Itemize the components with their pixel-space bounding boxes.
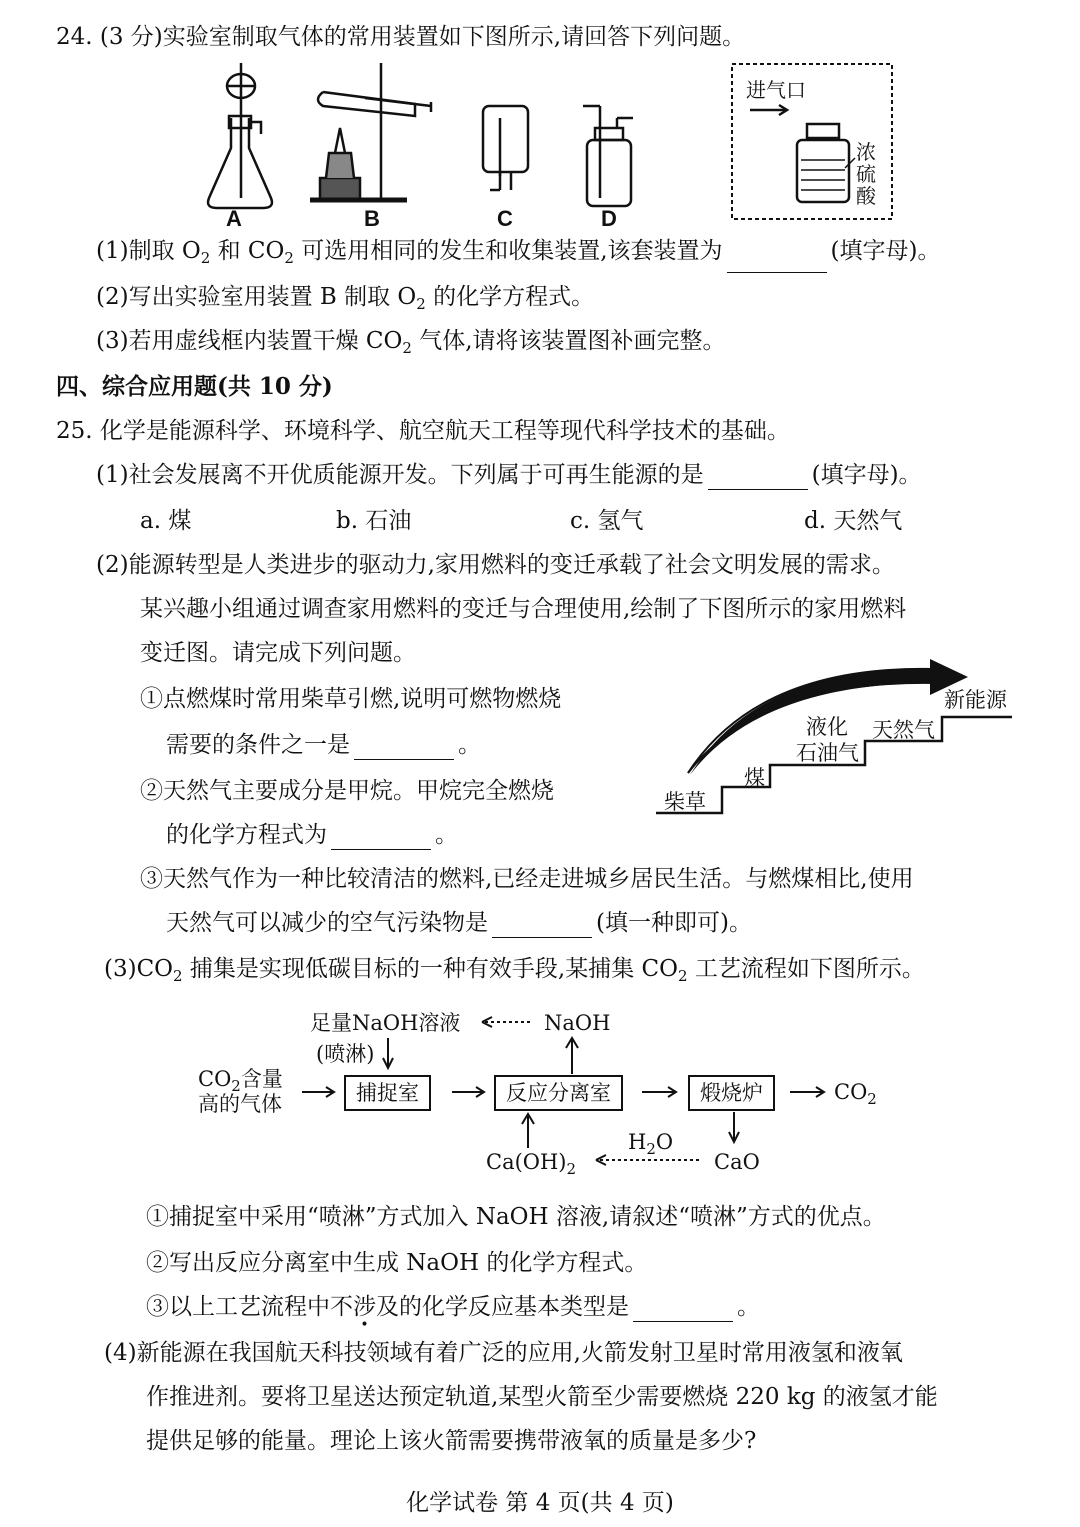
inlet-label: 进气口 xyxy=(746,78,806,102)
q25-stem: 25. 化学是能源科学、环境科学、航空航天工程等现代科学技术的基础。 xyxy=(56,418,790,444)
apparatus-b xyxy=(310,63,431,200)
q3-sub1: ①捕捉室中采用“喷淋”方式加入 NaOH 溶液,请叙述“喷淋”方式的优点。 xyxy=(146,1204,886,1230)
option-d: d. 天然气 xyxy=(804,508,903,534)
apparatus-a xyxy=(208,63,272,208)
flow-caoh2: $Ca(OH)_2$ xyxy=(486,1150,577,1178)
capture-chamber-box: 捕捉室 xyxy=(344,1075,431,1111)
label-c: C xyxy=(497,206,513,231)
answer-blank[interactable] xyxy=(354,737,454,760)
q24-part2: (2)写出实验室用装置 B 制取 $O_2$ 的化学方程式。 xyxy=(96,284,595,313)
flow-input-1: $CO_2$含量 xyxy=(198,1067,283,1095)
sub3-line1: ③天然气作为一种比较清洁的燃料,已经走进城乡居民生活。与燃煤相比,使用 xyxy=(140,866,914,892)
sub1-line2: 需要的条件之一是 。 xyxy=(166,732,481,758)
stair-label-1: 柴草 xyxy=(664,790,706,814)
sub2-line1: ②天然气主要成分是甲烷。甲烷完全燃烧 xyxy=(140,778,554,804)
apparatus-d xyxy=(583,106,633,206)
emphasis-dots: 不涉及 xyxy=(330,1294,399,1320)
calciner-box: 煅烧炉 xyxy=(688,1075,775,1111)
q25-part2-line2: 某兴趣小组通过调查家用燃料的变迁与合理使用,绘制了下图所示的家用燃料 xyxy=(140,596,907,622)
separation-chamber-box: 反应分离室 xyxy=(494,1075,623,1111)
section-heading: 四、综合应用题(共 10 分) xyxy=(56,373,333,400)
stair-label-2: 煤 xyxy=(744,766,765,790)
stair-label-5: 新能源 xyxy=(944,688,1007,712)
q25-part4-line3: 提供足够的能量。理论上该火箭需要携带液氧的质量是多少? xyxy=(146,1428,757,1454)
sub1-line1: ①点燃煤时常用柴草引燃,说明可燃物燃烧 xyxy=(140,686,562,712)
q25-part2-line1: (2)能源转型是人类进步的驱动力,家用燃料的变迁承载了社会文明发展的需求。 xyxy=(96,552,895,578)
q25-part3: $(3)CO_2$ 捕集是实现低碳目标的一种有效手段,某捕集 $CO_2$ 工艺流程如下图所示。 xyxy=(104,956,925,985)
drying-bottle xyxy=(750,105,855,202)
answer-blank[interactable] xyxy=(633,1299,733,1322)
q24-part1: (1)制取 $O_2$ 和 $CO_2$ 可选用相同的发生和收集装置,该套装置为 (填字母)。 xyxy=(96,236,941,273)
sub2-line2: 的化学方程式为 。 xyxy=(166,822,458,848)
flow-feed: 足量NaOH溶液 xyxy=(310,1011,461,1035)
option-c: c. 氢气 xyxy=(570,508,644,534)
answer-blank[interactable] xyxy=(331,827,431,850)
acid-label-3: 酸 xyxy=(856,184,876,208)
acid-label-1: 浓 xyxy=(856,140,876,164)
stair-label-4: 天然气 xyxy=(872,718,935,742)
option-a: a. 煤 xyxy=(140,508,192,534)
q25-part4-line1: (4)新能源在我国航天科技领域有着广泛的应用,火箭发射卫星时常用液氢和液氧 xyxy=(104,1340,903,1366)
flow-naoh: NaOH xyxy=(544,1011,611,1035)
flow-output: $CO_2$ xyxy=(834,1080,877,1108)
sub3-line2: 天然气可以减少的空气污染物是 (填一种即可)。 xyxy=(166,910,752,936)
answer-blank[interactable] xyxy=(727,250,827,273)
label-b: B xyxy=(364,206,380,231)
q3-sub3: ③以上工艺流程中不涉及的化学反应基本类型是 。 xyxy=(146,1294,760,1320)
apparatus-c xyxy=(483,106,528,190)
acid-label-2: 硫 xyxy=(856,162,876,186)
q25-part4-line2: 作推进剂。要将卫星送达预定轨道,某型火箭至少需要燃烧 220 kg 的液氢才能 xyxy=(146,1384,938,1410)
q24-part3: (3)若用虚线框内装置干燥 $CO_2$ 气体,请将该装置图补画完整。 xyxy=(96,328,726,357)
flow-h2o: $H_2O$ xyxy=(628,1130,674,1158)
page-footer: 化学试卷 第 4 页(共 4 页) xyxy=(406,1490,674,1516)
flow-cao: CaO xyxy=(714,1150,760,1174)
q24-stem: 24. (3 分)实验室制取气体的常用装置如下图所示,请回答下列问题。 xyxy=(56,24,746,50)
q25-part1: (1)社会发展离不开优质能源开发。下列属于可再生能源的是 (填字母)。 xyxy=(96,462,922,488)
answer-blank[interactable] xyxy=(492,915,592,938)
q25-part2-line3: 变迁图。请完成下列问题。 xyxy=(140,640,416,666)
q3-sub2: ②写出反应分离室中生成 NaOH 的化学方程式。 xyxy=(146,1250,648,1276)
stair-label-3b: 石油气 xyxy=(796,741,859,765)
stair-label-3a: 液化 xyxy=(806,715,848,739)
label-d: D xyxy=(601,206,617,231)
flow-input-2: 高的气体 xyxy=(198,1092,282,1116)
answer-blank[interactable] xyxy=(708,467,808,490)
flow-spray: (喷淋) xyxy=(316,1042,375,1066)
label-a: A xyxy=(226,206,242,231)
lab-apparatus-figure xyxy=(195,58,915,233)
option-b: b. 石油 xyxy=(336,508,412,534)
